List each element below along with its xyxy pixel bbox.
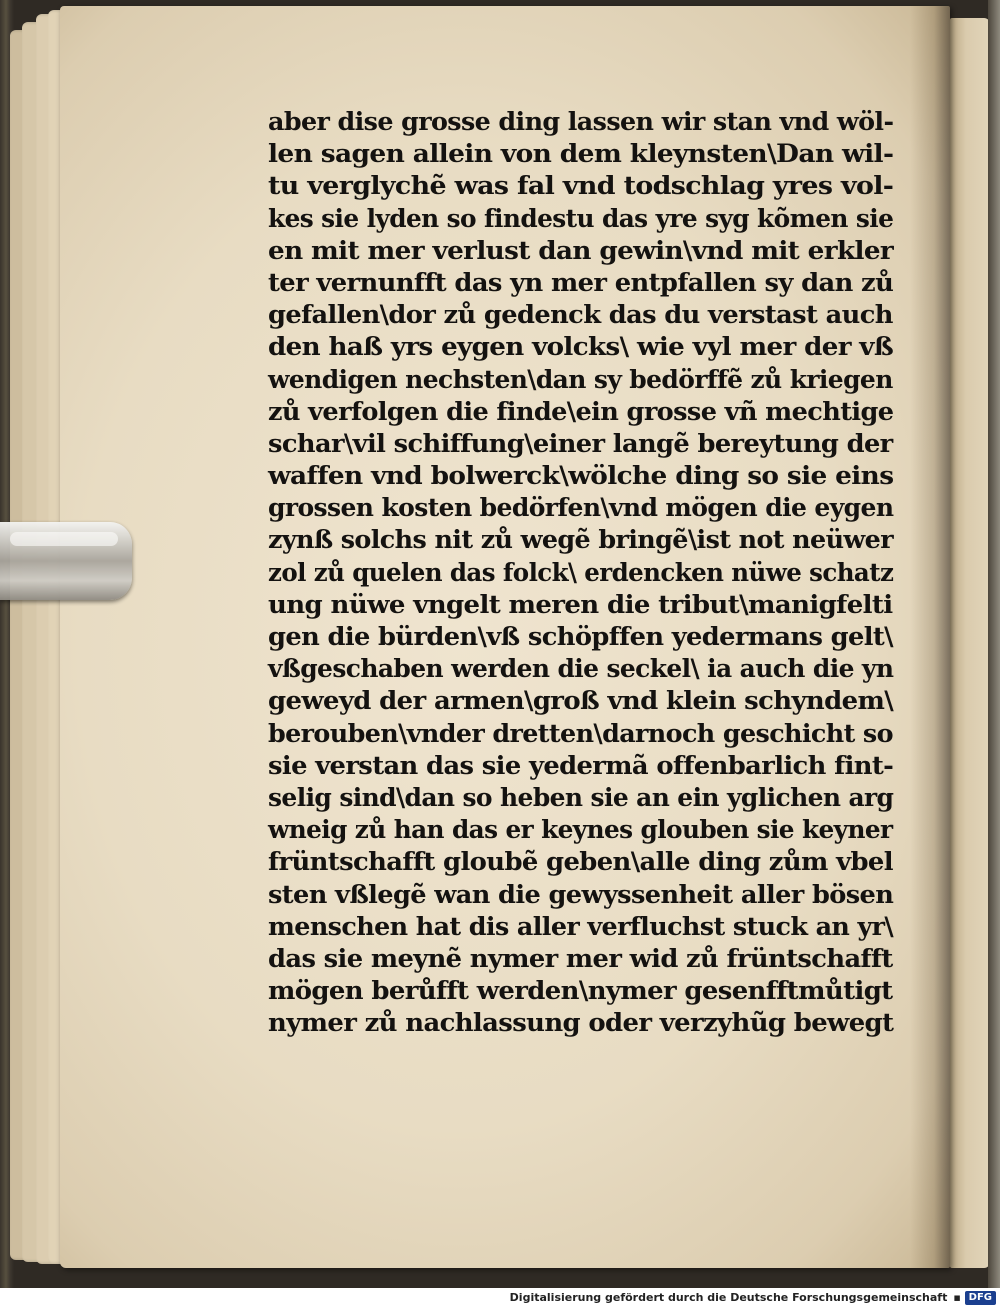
text-line: gen die bürden\vß schöpffen yedermans gelt\ bbox=[268, 622, 893, 651]
text-line: vßgeschaben werden die seckel\ ia auch die yn bbox=[268, 654, 894, 684]
text-line: zů verfolgen die finde\ein grosse vñ mechtige bbox=[268, 396, 894, 426]
funding-credit: Digitalisierung gefördert durch die Deutsche Forschungsgemeinschaft bbox=[509, 1291, 948, 1304]
text-line: das sie meynẽ nymer mer wid zů früntschafft bbox=[268, 943, 893, 973]
text-line: waffen vnd bolwerck\wölche ding so sie eins bbox=[268, 461, 894, 491]
text-line: grossen kosten bedörfen\vnd mögen die eygen bbox=[268, 493, 894, 523]
text-line: nymer zů nachlassung oder verzyhũg bewegt bbox=[268, 1008, 894, 1038]
separator-icon: ▪ bbox=[953, 1291, 961, 1304]
glass-page-weight bbox=[0, 522, 132, 600]
text-line: aber dise grosse ding lassen wir stan vnd wöl- bbox=[268, 107, 894, 136]
text-line: zol zů quelen das folck\ erdencken nüwe schatz bbox=[268, 557, 894, 587]
text-line: zynß solchs nit zů wegẽ bringẽ\ist not neüwer bbox=[268, 525, 894, 555]
text-line: schar\vil schiffung\einer langẽ bereytung der bbox=[268, 428, 893, 458]
text-line: wneig zů han das er keynes glouben sie keyner bbox=[268, 815, 893, 845]
text-line: berouben\vnder dretten\darnoch geschicht so bbox=[268, 718, 893, 748]
text-line: tu verglychẽ was fal vnd todschlag yres vol- bbox=[268, 171, 894, 201]
page-text bbox=[268, 106, 908, 1039]
text-line: sie verstan das sie yedermã offenbarlich fint- bbox=[268, 750, 894, 780]
text-line: den haß yrs eygen volcks\ wie vyl mer der vß bbox=[268, 332, 894, 362]
text-line: sten vßlegẽ wan die gewyssenheit aller bösen bbox=[268, 879, 894, 909]
text-line: früntschafft gloubẽ geben\alle ding zům vbel bbox=[268, 847, 893, 877]
text-line: en mit mer verlust dan gewin\vnd mit erkler bbox=[268, 235, 894, 265]
text-line: kes sie lyden so findestu das yre syg kõmen sie bbox=[268, 203, 894, 233]
text-line: menschen hat dis aller verfluchst stuck an yr\ bbox=[268, 911, 894, 941]
text-line: len sagen allein von dem kleynsten\Dan wil- bbox=[268, 139, 894, 169]
text-line: mögen berůfft werden\nymer gesenfftmůtigt bbox=[268, 976, 893, 1006]
text-line: ter vernunfft das yn mer entpfallen sy dan zů bbox=[268, 267, 894, 297]
dfg-logo: DFG bbox=[965, 1291, 996, 1305]
text-line: gefallen\dor zů gedenck das du verstast auch bbox=[268, 300, 893, 330]
facing-page-edge bbox=[950, 18, 990, 1268]
scan-footer bbox=[0, 1288, 1000, 1308]
text-line: wendigen nechsten\dan sy bedörffẽ zů kriegen bbox=[268, 364, 893, 394]
scanner-edge bbox=[988, 0, 1000, 1288]
text-line: geweyd der armen\groß vnd klein schyndem\ bbox=[268, 686, 894, 716]
text-line: selig sind\dan so heben sie an ein yglichen arg bbox=[268, 782, 894, 812]
text-line: ung nüwe vngelt meren die tribut\manigfelti bbox=[268, 589, 893, 619]
